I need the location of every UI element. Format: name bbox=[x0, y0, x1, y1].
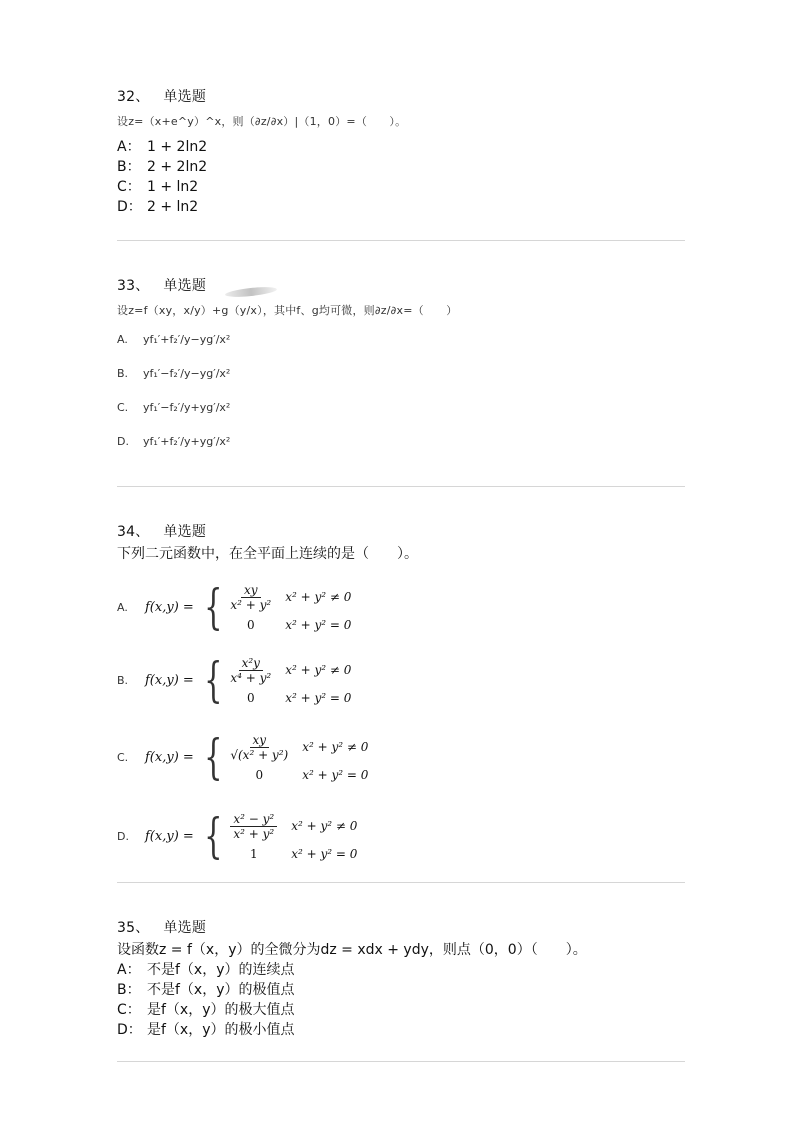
option-b[interactable]: B： 2 + 2ln2 bbox=[117, 159, 208, 175]
function-lhs: f(x,y) = bbox=[145, 599, 194, 615]
question-number: 35、 bbox=[117, 920, 150, 936]
question-header bbox=[117, 522, 685, 542]
question-35 bbox=[117, 918, 685, 1040]
divider bbox=[117, 240, 685, 241]
brace-icon: { bbox=[203, 729, 223, 785]
question-type: 单选题 bbox=[163, 278, 207, 294]
option-d[interactable]: D. yf₁′+f₂′/y+yg′/x² bbox=[117, 435, 231, 448]
question-header bbox=[117, 87, 685, 107]
piecewise-cases: $\frac{xy}{\text{x² + y²}}$ x² + y² ≠ 0 0 x² + y² = 0 bbox=[230, 582, 352, 632]
question-number: 34、 bbox=[117, 524, 150, 540]
piecewise-cases: $\frac{\text{x²y}}{\text{x⁴ + y²}}$ x² + y² ≠ 0 0 x² + y² = 0 bbox=[230, 655, 352, 705]
divider bbox=[117, 1061, 685, 1062]
piecewise-cases: $\frac{xy}{\text{√(x² + y²)}}$ x² + y² ≠ 0 0 x² + y² = 0 bbox=[230, 732, 369, 782]
fraction: $\frac{\text{x² − y²}}{\text{x² + y²}}$ bbox=[230, 812, 277, 841]
option-list bbox=[117, 330, 685, 466]
fraction: $\frac{\text{x²y}}{\text{x⁴ + y²}}$ bbox=[230, 655, 272, 685]
piecewise-cases: $\frac{\text{x² − y²}}{\text{x² + y²}}$ x² + y² ≠ 0 1 x² + y² = 0 bbox=[230, 812, 357, 861]
question-32 bbox=[117, 87, 685, 217]
option-c[interactable]: C： 是f（x，y）的极大值点 bbox=[117, 1002, 295, 1018]
function-lhs: f(x,y) = bbox=[145, 672, 194, 688]
option-b[interactable]: B： 不是f（x，y）的极值点 bbox=[117, 982, 295, 998]
brace-icon: { bbox=[203, 652, 223, 708]
fraction: $\frac{xy}{\text{x² + y²}}$ bbox=[230, 582, 272, 612]
option-c[interactable]: C. f(x,y) = { $\frac{xy}{\text{√(x² + y²)}}$ x² + y² ≠ 0 0 x² + y² = 0 bbox=[117, 729, 369, 785]
option-a[interactable]: A： 1 + 2ln2 bbox=[117, 139, 208, 155]
question-33 bbox=[117, 276, 685, 466]
question-34 bbox=[117, 522, 685, 876]
option-c[interactable]: C： 1 + ln2 bbox=[117, 179, 199, 195]
brace-icon: { bbox=[203, 808, 223, 864]
option-a[interactable]: A： 不是f（x，y）的连续点 bbox=[117, 962, 295, 978]
function-lhs: f(x,y) = bbox=[145, 749, 194, 765]
option-d[interactable]: D： 是f（x，y）的极小值点 bbox=[117, 1022, 295, 1038]
fraction: $\frac{xy}{\text{√(x² + y²)}}$ bbox=[230, 732, 289, 762]
option-b[interactable]: B. yf₁′−f₂′/y−yg′/x² bbox=[117, 367, 231, 380]
option-a[interactable]: A. f(x,y) = { $\frac{xy}{\text{x² + y²}}$ x² + y² ≠ 0 0 x² + y² = 0 bbox=[117, 579, 352, 635]
option-d[interactable]: D： 2 + ln2 bbox=[117, 199, 199, 215]
divider bbox=[117, 486, 685, 487]
option-d[interactable]: D. f(x,y) = { $\frac{\text{x² − y²}}{\text{x² + y²}}$ x² + y² ≠ 0 1 x² + y² = 0 bbox=[117, 808, 358, 864]
function-lhs: f(x,y) = bbox=[145, 828, 194, 844]
question-number: 33、 bbox=[117, 278, 150, 294]
divider bbox=[117, 882, 685, 883]
question-header bbox=[117, 276, 685, 296]
question-type: 单选题 bbox=[163, 89, 207, 105]
question-header bbox=[117, 918, 685, 938]
question-stem: 设函数z = f（x，y）的全微分为dz = xdx + ydy，则点（0，0）（ ）。 bbox=[117, 942, 587, 958]
question-stem: 下列二元函数中，在全平面上连续的是（ ）。 bbox=[117, 546, 418, 562]
question-type: 单选题 bbox=[163, 920, 207, 936]
option-a[interactable]: A. yf₁′+f₂′/y−yg′/x² bbox=[117, 333, 231, 346]
option-list bbox=[117, 960, 685, 1040]
option-c[interactable]: C. yf₁′−f₂′/y+yg′/x² bbox=[117, 401, 231, 414]
question-number: 32、 bbox=[117, 89, 150, 105]
option-b[interactable]: B. f(x,y) = { $\frac{\text{x²y}}{\text{x⁴ + y²}}$ x² + y² ≠ 0 0 x² + y² = 0 bbox=[117, 652, 352, 708]
brace-icon: { bbox=[203, 579, 223, 635]
question-stem: 设z=（x+e^y）^x，则（∂z/∂x）|（1，0）=（ ）。 bbox=[117, 115, 407, 128]
option-list bbox=[117, 137, 685, 217]
question-stem: 设z=f（xy，x/y）+g（y/x），其中f、g均可微，则∂z/∂x=（ ） bbox=[117, 304, 458, 317]
option-list bbox=[117, 572, 685, 876]
question-type: 单选题 bbox=[163, 524, 207, 540]
